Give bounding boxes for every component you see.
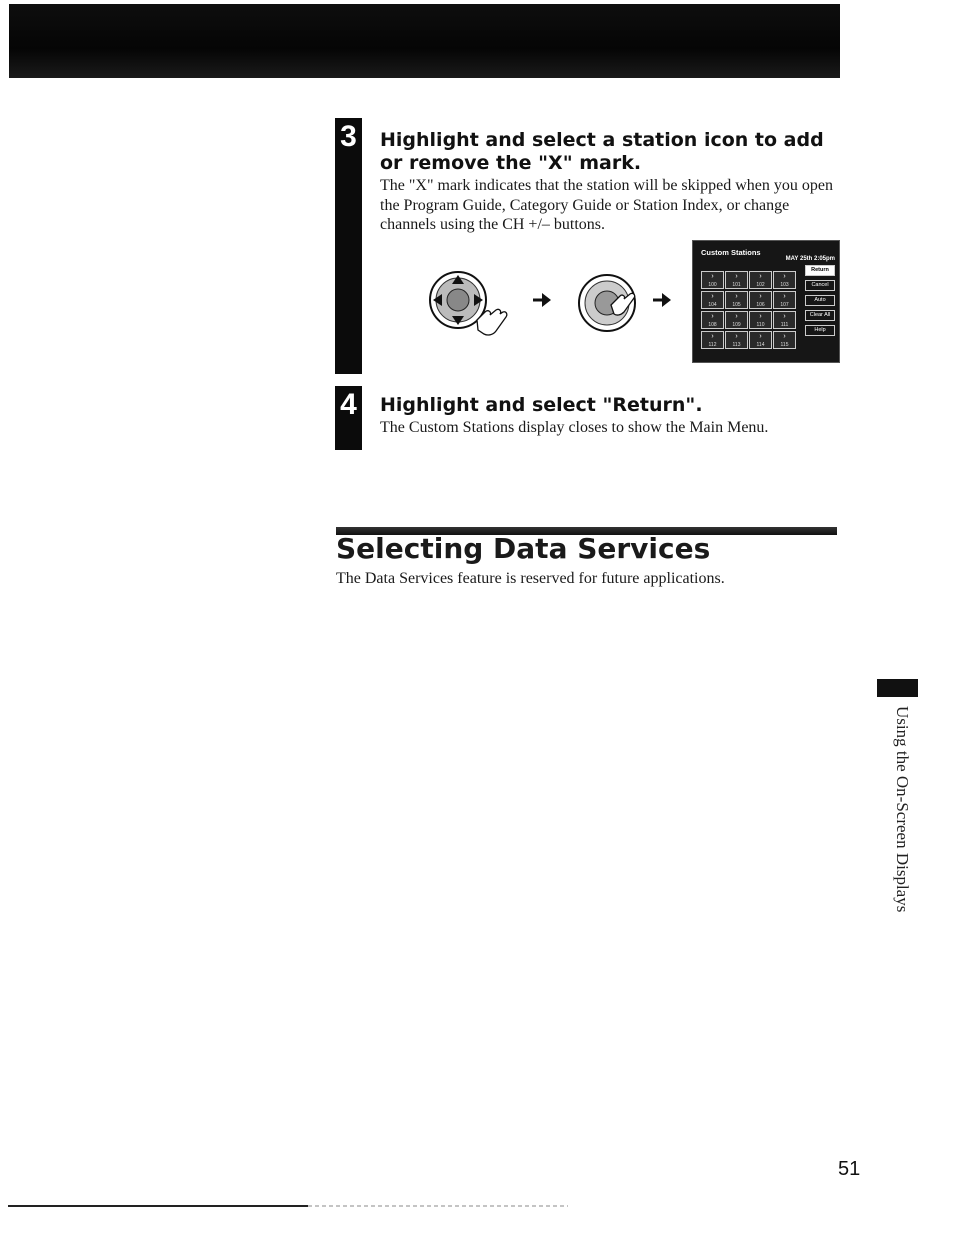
return-button[interactable]: Return	[805, 265, 835, 276]
auto-button[interactable]: Auto	[805, 295, 835, 306]
step-4-heading: Highlight and select "Return".	[380, 394, 703, 416]
custom-stations-screen	[692, 240, 840, 363]
station-icon[interactable]: › 104	[701, 291, 724, 309]
section-text: The Data Services feature is reserved for future applications.	[336, 570, 725, 587]
step-3-number: 3	[340, 120, 357, 153]
station-icon[interactable]: › 103	[773, 271, 796, 289]
station-icon[interactable]: › 109	[725, 311, 748, 329]
page-number: 51	[838, 1158, 861, 1180]
header-band	[9, 4, 840, 78]
station-icon[interactable]: › 113	[725, 331, 748, 349]
side-tab-label: Using the On-Screen Displays	[893, 706, 912, 913]
remote-control-illustration	[425, 265, 685, 345]
arrow-right-icon	[653, 293, 671, 307]
station-icon[interactable]: › 106	[749, 291, 772, 309]
station-icon[interactable]: › 112	[701, 331, 724, 349]
station-icon[interactable]: › 110	[749, 311, 772, 329]
station-icon[interactable]: › 115	[773, 331, 796, 349]
arrow-right-icon	[533, 293, 551, 307]
step-3-heading: Highlight and select a station icon to add or remove the "X" mark.	[380, 129, 824, 174]
station-icon[interactable]: › 114	[749, 331, 772, 349]
section-title: Selecting Data Services	[336, 532, 711, 565]
clear-all-button[interactable]: Clear All	[805, 310, 835, 321]
joystick-press-icon	[579, 275, 635, 331]
screen-date: MAY 25th 2:05pm	[785, 256, 835, 262]
step-3-marker	[335, 118, 362, 374]
station-icon[interactable]: › 102	[749, 271, 772, 289]
cancel-button[interactable]: Cancel	[805, 280, 835, 291]
side-tab-marker	[877, 679, 918, 697]
station-icon[interactable]: › 100	[701, 271, 724, 289]
help-button[interactable]: Help	[805, 325, 835, 336]
screen-buttons	[805, 265, 835, 340]
screen-title: Custom Stations	[701, 248, 761, 257]
step-4-text: The Custom Stations display closes to show the Main Menu.	[380, 419, 769, 436]
station-icon[interactable]: › 111	[773, 311, 796, 329]
station-icon[interactable]: › 107	[773, 291, 796, 309]
step-4-marker	[335, 386, 362, 450]
step-4-number: 4	[340, 388, 357, 421]
station-icon[interactable]: › 108	[701, 311, 724, 329]
bottom-edge-line	[8, 1203, 568, 1209]
step-3-text: The "X" mark indicates that the station will be skipped when you open the Program Guide, Category Guide or Station Index, or change channels using the CH +/– buttons.	[380, 177, 833, 233]
station-icon[interactable]: › 101	[725, 271, 748, 289]
station-icon[interactable]: › 105	[725, 291, 748, 309]
